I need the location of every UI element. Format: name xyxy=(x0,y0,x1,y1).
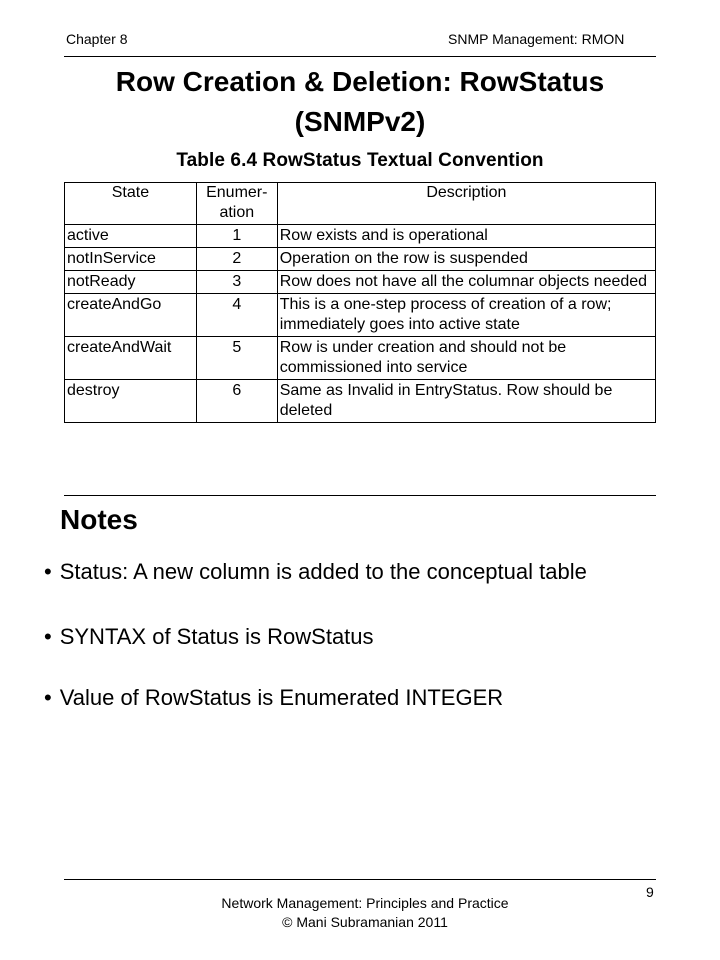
description-cell: Row does not have all the columnar objects needed xyxy=(277,271,655,294)
header-divider xyxy=(64,56,656,57)
table-row xyxy=(65,248,656,271)
description-cell: Same as Invalid in EntryStatus. Row should be deleted xyxy=(277,380,655,423)
enum-cell: 3 xyxy=(196,271,277,294)
footer-copyright: © Mani Subramanian 2011 xyxy=(282,914,448,930)
bullet-item xyxy=(44,624,374,650)
state-cell: notReady xyxy=(65,271,197,294)
column-header-enumeration-text: Enumer- ation xyxy=(206,184,268,221)
state-cell: createAndGo xyxy=(65,294,197,337)
enum-cell: 4 xyxy=(196,294,277,337)
table-row xyxy=(65,271,656,294)
notes-heading: Notes xyxy=(60,504,138,535)
description-cell: This is a one-step process of creation of a row; immediately goes into active state xyxy=(277,294,655,337)
enum-cell: 2 xyxy=(196,248,277,271)
subject-label: SNMP Management: RMON xyxy=(448,31,625,47)
enum-cell: 6 xyxy=(196,380,277,423)
table-row xyxy=(65,294,656,337)
enum-cell: 1 xyxy=(196,225,277,248)
column-header-enumeration xyxy=(196,183,277,225)
bullet-dot-icon: • xyxy=(44,624,52,649)
footer-book-title: Network Management: Principles and Practice xyxy=(221,895,509,911)
notes-divider xyxy=(64,495,656,496)
state-cell: createAndWait xyxy=(65,337,197,380)
bullet-dot-icon: • xyxy=(44,559,52,584)
slide-subtitle: (SNMPv2) xyxy=(294,106,426,137)
description-cell: Operation on the row is suspended xyxy=(277,248,655,271)
table-row xyxy=(65,380,656,423)
slide-title: Row Creation & Deletion: RowStatus xyxy=(115,66,605,97)
page-number: 9 xyxy=(646,884,654,900)
state-cell: destroy xyxy=(65,380,197,423)
footer-divider xyxy=(64,879,656,880)
table-caption: Table 6.4 RowStatus Textual Convention xyxy=(176,150,544,171)
bullet-text: Value of RowStatus is Enumerated INTEGER xyxy=(59,685,504,710)
table-header-row xyxy=(65,183,656,225)
column-header-description: Description xyxy=(277,183,655,225)
bullet-text: SYNTAX of Status is RowStatus xyxy=(59,624,374,649)
bullet-dot-icon: • xyxy=(44,685,52,710)
chapter-label: Chapter 8 xyxy=(66,31,128,47)
state-cell: active xyxy=(65,225,197,248)
table-row xyxy=(65,225,656,248)
state-cell: notInService xyxy=(65,248,197,271)
bullet-item xyxy=(44,559,587,585)
bullet-item xyxy=(44,685,503,711)
bullet-text: Status: A new column is added to the conceptual table xyxy=(59,559,587,584)
description-cell: Row exists and is operational xyxy=(277,225,655,248)
rowstatus-table xyxy=(64,182,656,423)
column-header-state: State xyxy=(65,183,197,225)
table-row xyxy=(65,337,656,380)
enum-cell: 5 xyxy=(196,337,277,380)
description-cell: Row is under creation and should not be commissioned into service xyxy=(277,337,655,380)
